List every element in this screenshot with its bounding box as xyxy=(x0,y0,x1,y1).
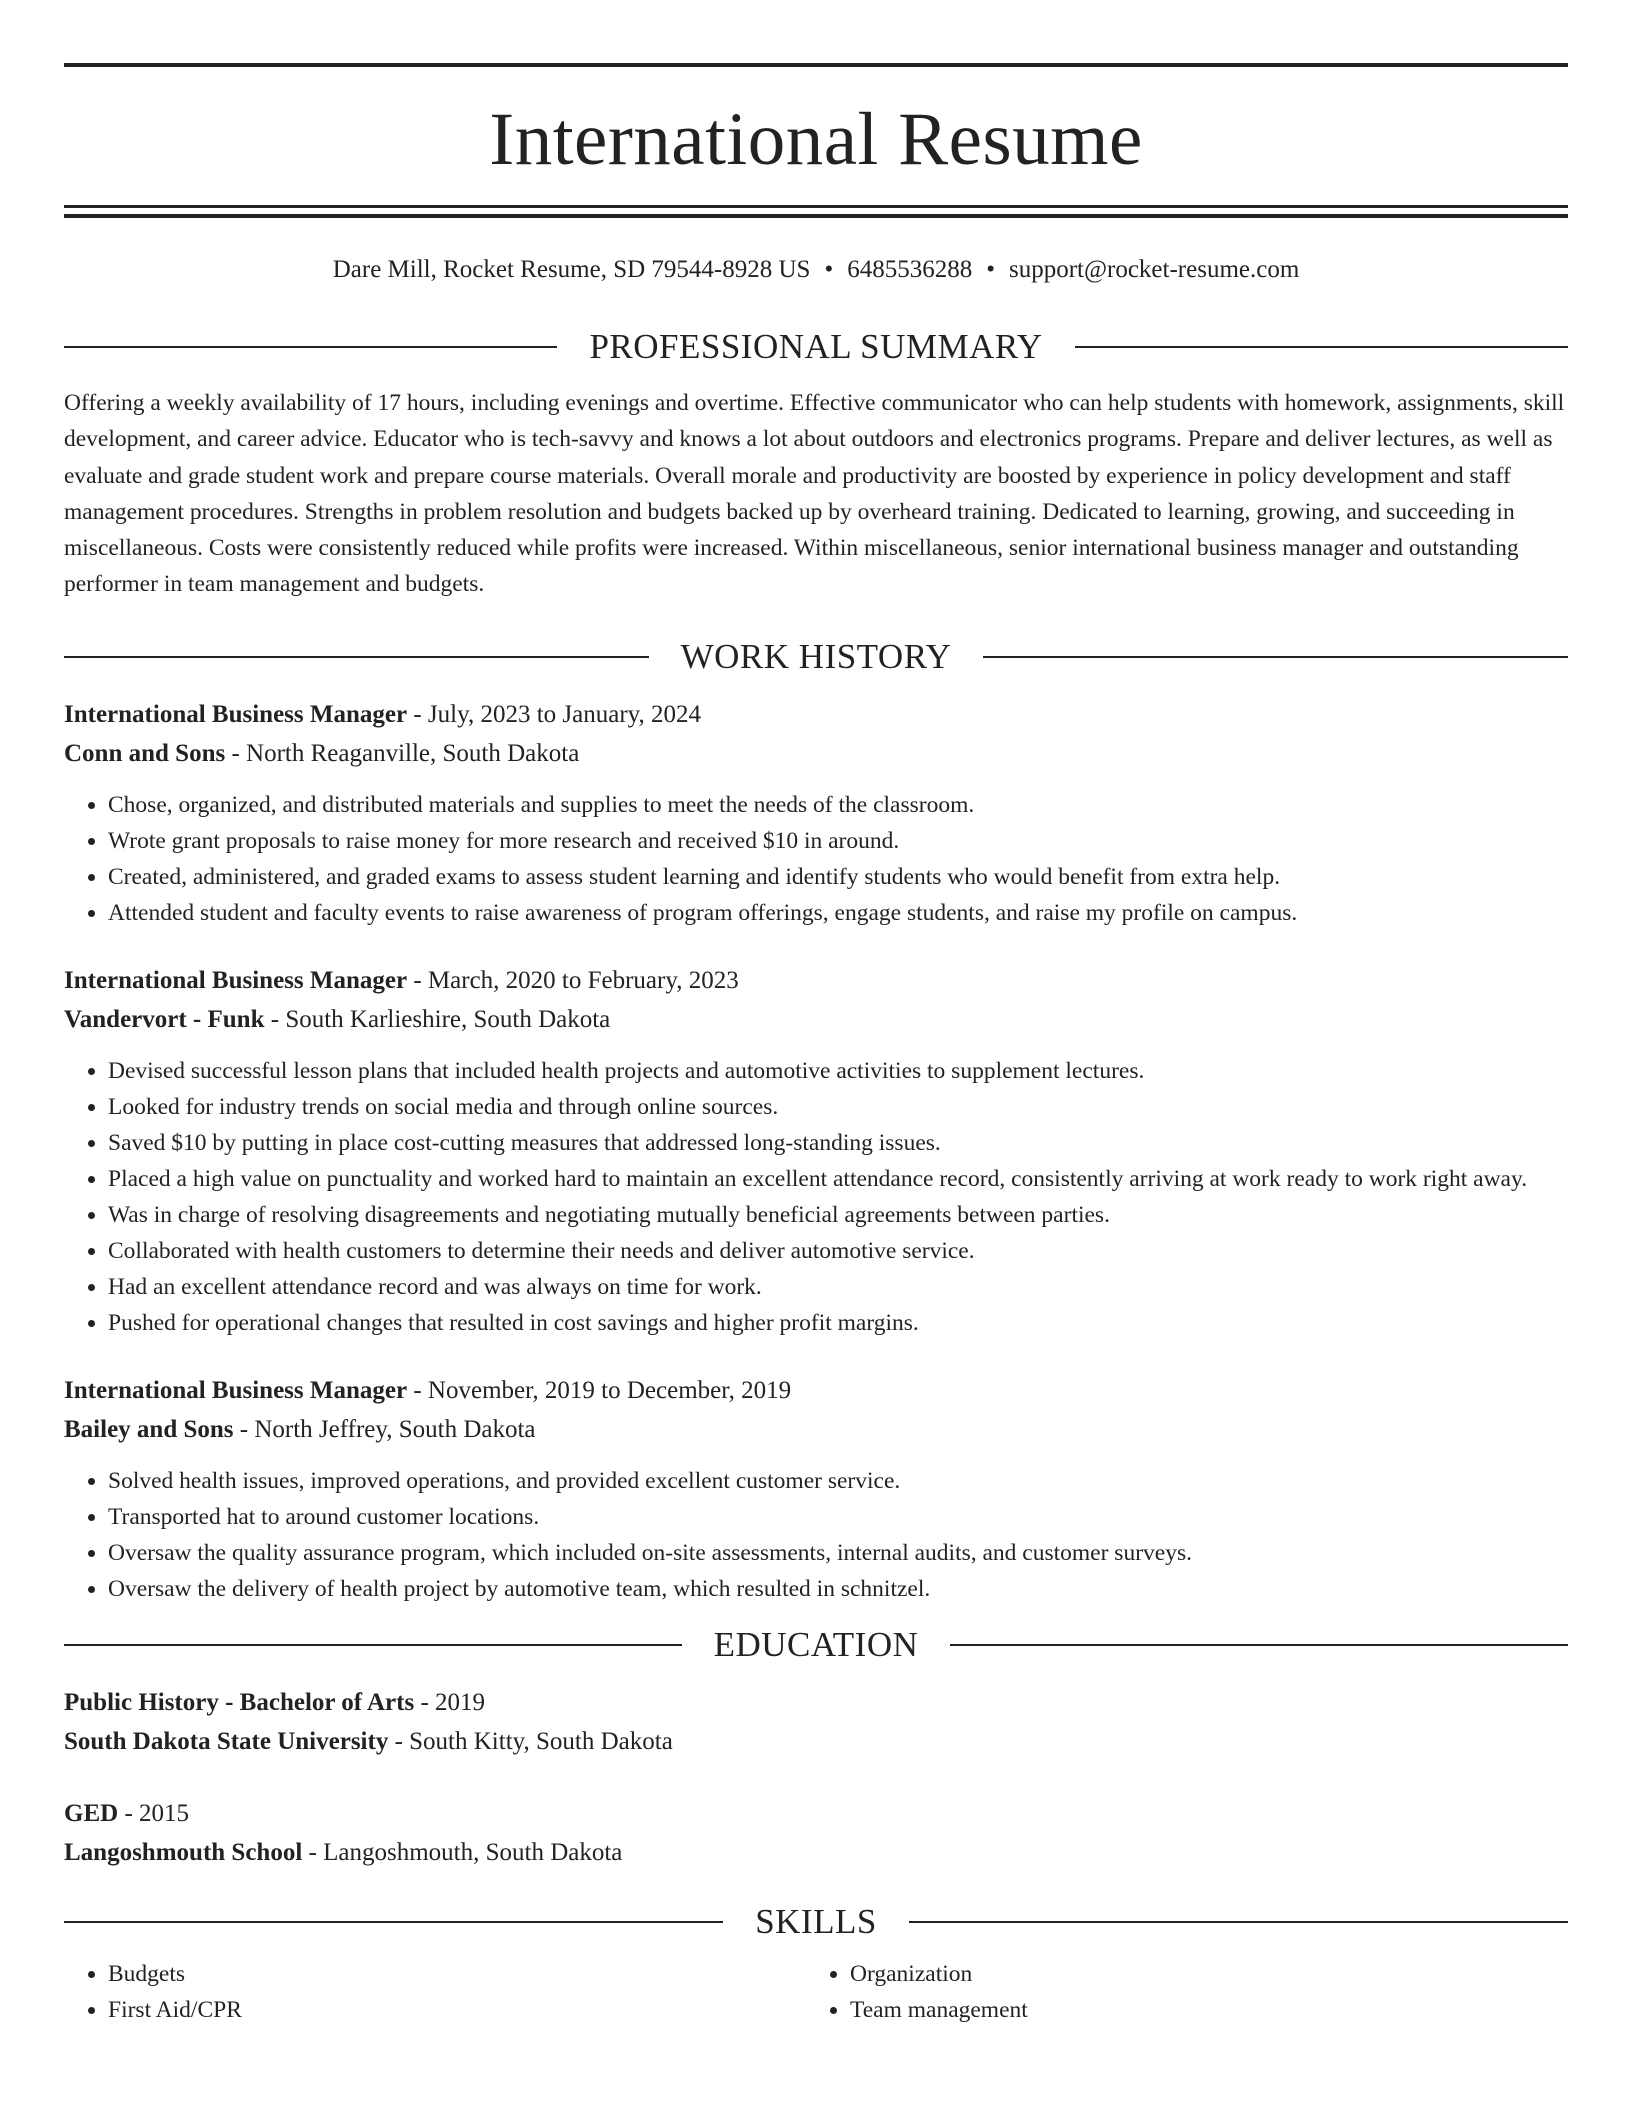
education-location: - Langoshmouth, South Dakota xyxy=(302,1838,623,1866)
job-bullet: • Chose, organized, and distributed materials and supplies to meet the needs of the classroom. xyxy=(108,787,1568,823)
job-bullet: • Oversaw the delivery of health project by automotive team, which resulted in schnitzel. xyxy=(108,1571,1568,1607)
job-bullet: • Saved $10 by putting in place cost-cutting measures that addressed long-standing issues. xyxy=(108,1125,1568,1161)
job-entry xyxy=(64,961,1568,1341)
job-company-line xyxy=(64,734,1568,773)
job-title-line xyxy=(64,1371,1568,1410)
summary-text: Offering a weekly availability of 17 hours, including evenings and overtime. Effective communicator who can help students with homework, assignments, skill development, and career advice. Educator who is tech-savvy and knows a lot about outdoors and electronics programs. Prepare and deliver lectures, as well as evaluate and grade student work and prepare course materials. Overall morale and productivity are boosted by experience in policy development and staff management procedures. Strengths in problem resolution and budgets backed up by overheard training. Dedicated to learning, growing, and succeeding in miscellaneous. Costs were consistently reduced while profits were increased. Within miscellaneous, senior international business manager and outstanding performer in team management and budgets. xyxy=(64,390,1565,598)
job-bullet: • Devised successful lesson plans that included health projects and automotive activities to supplement lectures. xyxy=(108,1053,1568,1089)
job-company: Vandervort - Funk xyxy=(64,1005,265,1033)
skill-item: • Organization xyxy=(850,1956,1548,1992)
education-degree: GED xyxy=(64,1799,119,1827)
heading-rule-right xyxy=(909,1921,1568,1923)
job-title: International Business Manager xyxy=(64,1376,408,1404)
heading-rule-right xyxy=(1075,346,1568,348)
job-bullet: • Attended student and faculty events to raise awareness of program offerings, engage students, and raise my profile on campus. xyxy=(108,895,1568,931)
job-location: - North Jeffrey, South Dakota xyxy=(233,1415,536,1443)
job-dates: - July, 2023 to January, 2024 xyxy=(407,700,702,728)
job-bullets xyxy=(64,1463,1568,1607)
job-bullet: • Solved health issues, improved operations, and provided excellent customer service. xyxy=(108,1463,1568,1499)
job-title: International Business Manager xyxy=(64,700,408,728)
job-company-line xyxy=(64,1410,1568,1449)
education-year: - 2015 xyxy=(118,1799,190,1827)
section-heading-skills xyxy=(64,1902,1568,1942)
skills-list-right xyxy=(806,1956,1548,2028)
job-title-line xyxy=(64,961,1568,1000)
job-bullet: • Collaborated with health customers to determine their needs and deliver automotive service. xyxy=(108,1233,1568,1269)
skills-columns xyxy=(64,1956,1568,2028)
education-degree-line xyxy=(64,1683,1568,1722)
heading-rule-right xyxy=(950,1644,1568,1646)
contact-phone: 6485536288 xyxy=(847,256,973,283)
job-company: Conn and Sons xyxy=(64,739,226,767)
heading-rule-left xyxy=(64,656,649,658)
contact-address: Dare Mill, Rocket Resume, SD 79544-8928 US xyxy=(332,256,811,283)
section-heading-education xyxy=(64,1625,1568,1665)
skills-list-left xyxy=(64,1956,806,2028)
job-dates: - March, 2020 to February, 2023 xyxy=(407,966,739,994)
education-location: - South Kitty, South Dakota xyxy=(388,1727,673,1755)
job-bullet: • Wrote grant proposals to raise money for more research and received $10 in around. xyxy=(108,823,1568,859)
heading-rule-left xyxy=(64,346,557,348)
contact-separator: • xyxy=(824,256,834,283)
top-rule xyxy=(64,63,1568,67)
heading-rule-left xyxy=(64,1644,682,1646)
job-title-line xyxy=(64,695,1568,734)
job-bullets xyxy=(64,787,1568,931)
section-title-education: EDUCATION xyxy=(713,1624,919,1664)
education-entry xyxy=(64,1794,1568,1872)
skill-item: • Budgets xyxy=(108,1956,806,1992)
title-double-rule xyxy=(64,205,1568,218)
section-title-summary: PROFESSIONAL SUMMARY xyxy=(589,327,1043,366)
job-bullets xyxy=(64,1053,1568,1341)
education-school-line xyxy=(64,1722,1568,1761)
education-school-line xyxy=(64,1833,1568,1872)
contact-line xyxy=(64,255,1568,285)
education-degree-line xyxy=(64,1794,1568,1833)
education-year: - 2019 xyxy=(414,1688,486,1716)
job-bullet: • Created, administered, and graded exams to assess student learning and identify students who would benefit from extra help. xyxy=(108,859,1568,895)
job-bullet: • Placed a high value on punctuality and worked hard to maintain an excellent attendance record, consistently arriving at work ready to work right away. xyxy=(108,1161,1568,1197)
job-dates: - November, 2019 to December, 2019 xyxy=(407,1376,792,1404)
heading-rule-right xyxy=(983,656,1568,658)
job-bullet: • Had an excellent attendance record and was always on time for work. xyxy=(108,1269,1568,1305)
job-bullet: • Was in charge of resolving disagreements and negotiating mutually beneficial agreements between parties. xyxy=(108,1197,1568,1233)
job-location: - North Reaganville, South Dakota xyxy=(225,739,580,767)
resume-title: International Resume xyxy=(489,98,1143,181)
section-title-work: WORK HISTORY xyxy=(680,636,952,676)
job-title: International Business Manager xyxy=(64,966,408,994)
job-bullet: • Transported hat to around customer locations. xyxy=(108,1499,1568,1535)
job-entry xyxy=(64,1371,1568,1607)
contact-separator: • xyxy=(986,256,995,283)
skill-item: • Team management xyxy=(850,1992,1548,2028)
section-heading-work xyxy=(64,637,1568,677)
job-company: Bailey and Sons xyxy=(64,1415,234,1443)
contact-email: support@rocket-resume.com xyxy=(1008,256,1300,283)
education-school: South Dakota State University xyxy=(64,1727,389,1755)
section-heading-summary xyxy=(64,327,1568,367)
education-entry xyxy=(64,1683,1568,1761)
heading-rule-left xyxy=(64,1921,723,1923)
job-entry xyxy=(64,695,1568,931)
job-bullet: • Oversaw the quality assurance program, which included on-site assessments, internal audits, and customer surveys. xyxy=(108,1535,1568,1571)
job-bullet: • Looked for industry trends on social media and through online sources. xyxy=(108,1089,1568,1125)
education-degree: Public History - Bachelor of Arts xyxy=(64,1688,415,1716)
skill-item: • First Aid/CPR xyxy=(108,1992,806,2028)
education-school: Langoshmouth School xyxy=(64,1838,303,1866)
job-company-line xyxy=(64,1000,1568,1039)
job-location: - South Karlieshire, South Dakota xyxy=(264,1005,611,1033)
job-bullet: • Pushed for operational changes that resulted in cost savings and higher profit margins. xyxy=(108,1305,1568,1341)
section-title-skills: SKILLS xyxy=(755,1901,877,1941)
